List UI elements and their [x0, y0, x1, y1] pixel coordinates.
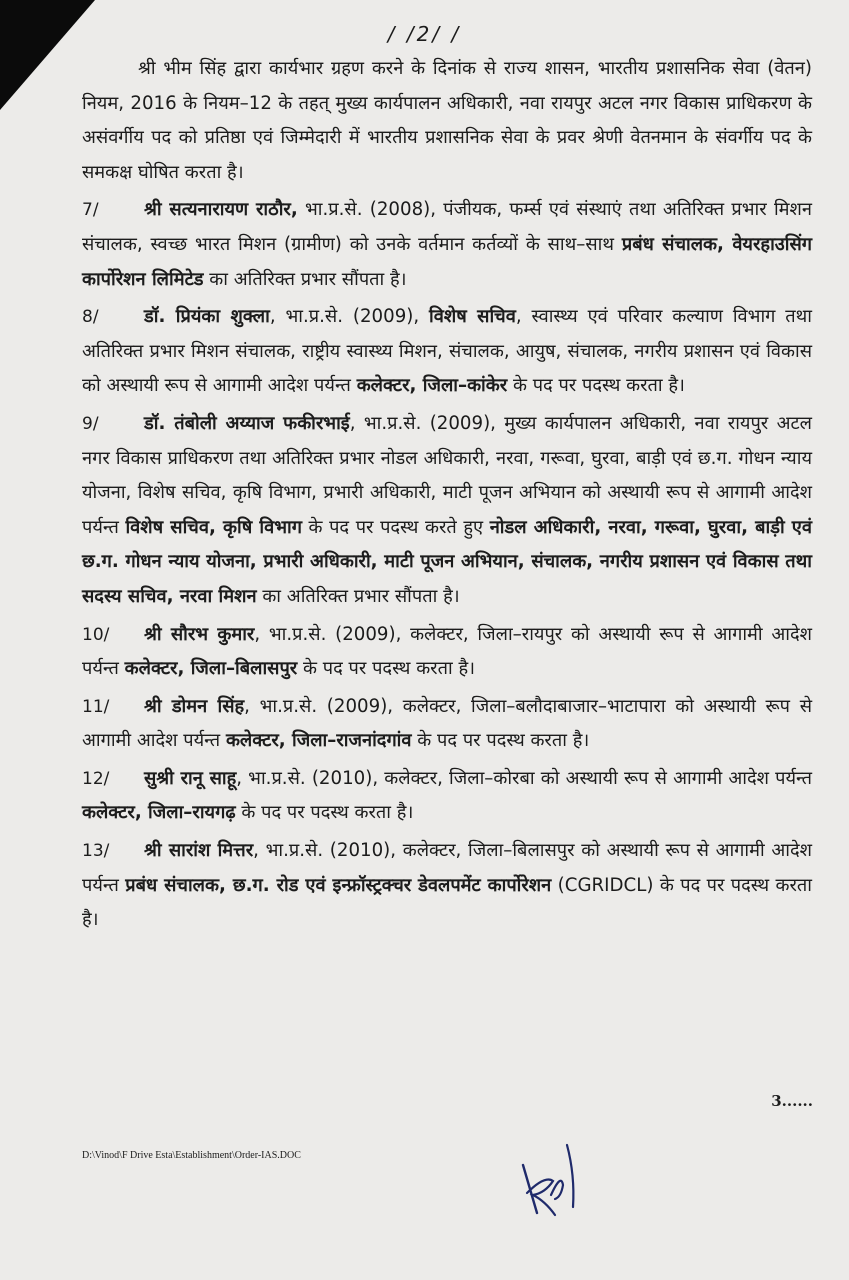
bold-text: कलेक्टर, जिला–रायगढ़ [82, 802, 236, 824]
paragraph-number: 12/ [82, 768, 110, 789]
text: भा.प्र.से. (2008), पंजीयक, फर्म्स एवं संस्थाएं तथा अतिरिक्त प्रभार मिशन संचालक, स्वच्छ भारत मिशन (ग्रामीण) को उनके वर्तमान कर्तव्यों के साथ–साथ [82, 199, 813, 255]
paragraph-number: 8/ [82, 307, 99, 328]
bold-text: कलेक्टर, जिला–कांकेर [356, 375, 508, 397]
bold-text: नोडल अधिकारी, नरवा, गरूवा, घुरवा, बाड़ी एवं छ.ग. गोधन न्याय योजना, प्रभारी अधिकारी, माटी पूजन अभियान, संचालक, नगरीय प्रशासन एवं विकास तथा सदस्य सचिव, नरवा मिशन [82, 516, 812, 607]
page-number: / /2/ / [387, 22, 462, 46]
text: , भा.प्र.से. (2009), मुख्य कार्यपालन अधिकारी, नवा रायपुर अटल नगर विकास प्राधिकरण तथा अतिरिक्त प्रभार नोडल अधिकारी, नरवा, गरूवा, घुरवा, बाड़ी एवं छ.ग. गोधन न्याय योजना, विशेष सचिव, कृषि विभाग, प्रभारी अधिकारी, माटी पूजन अभियान को अस्थायी रूप से आगामी आदेश पर्यन्त [82, 412, 812, 538]
bold-text: प्रबंध संचालक, छ.ग. रोड एवं इन्फ्रॉस्ट्रक्चर डेवलपमेंट कार्पोरेशन [125, 874, 552, 896]
bold-text: विशेष सचिव, कृषि विभाग [125, 516, 302, 538]
paragraph-number: 9/ [82, 413, 99, 434]
signature [515, 1135, 590, 1225]
text: का अतिरिक्त प्रभार सौंपता है। [256, 585, 460, 607]
order-paragraph [82, 52, 812, 190]
text: के पद पर पदस्थ करते हुए [301, 516, 490, 538]
bold-text: श्री डोमन सिंह [144, 695, 245, 717]
order-body [82, 52, 812, 941]
text: (CGRIDCL) के पद पर पदस्थ करता है। [82, 874, 812, 931]
file-path: D:\Vinod\F Drive Esta\Establishment\Order-IAS.DOC [82, 1150, 301, 1161]
bold-text: सुश्री रानू साहू [144, 767, 237, 789]
bold-text: कलेक्टर, जिला–बिलासपुर [124, 658, 298, 680]
order-paragraph [82, 762, 812, 831]
text: , भा.प्र.से. (2009), कलेक्टर, जिला–रायपुर को अस्थायी रूप से आगामी आदेश पर्यन्त [82, 623, 812, 680]
text: , भा.प्र.से. (2010), कलेक्टर, जिला–बिलासपुर को अस्थायी रूप से आगामी आदेश पर्यन्त [82, 840, 812, 896]
text: के पद पर पदस्थ करता है। [507, 375, 685, 397]
bold-text: श्री सौरभ कुमार [144, 623, 255, 645]
scan-corner-shadow [0, 0, 95, 110]
text: , भा.प्र.से. (2009), कलेक्टर, जिला–बलौदाबाजार–भाटापारा को अस्थायी रूप से आगामी आदेश पर्यन्त [82, 695, 812, 752]
order-paragraph [82, 618, 812, 687]
text: श्री भीम सिंह द्वारा कार्यभार ग्रहण करने के दिनांक से राज्य शासन, भारतीय प्रशासनिक सेवा (वेतन) नियम, 2016 के नियम–12 के तहत् मुख्य कार्यपालन अधिकारी, नवा रायपुर अटल नगर विकास प्राधिकरण के असंवर्गीय पद को प्रतिष्ठा एवं जिम्मेदारी में भारतीय प्रशासनिक सेवा के प्रवर श्रेणी वेतनमान के संवर्गीय पद के समकक्ष घोषित करता है। [82, 58, 812, 183]
order-paragraph [82, 690, 812, 759]
text: का अतिरिक्त प्रभार सौंपता है। [203, 268, 407, 290]
next-page-marker: 3...... [771, 1092, 813, 1110]
text: , भा.प्र.से. (2009), [269, 306, 430, 328]
bold-text: डॉ. प्रियंका शुक्ला [144, 306, 270, 328]
order-paragraph [82, 407, 812, 615]
text: के पद पर पदस्थ करता है। [411, 730, 590, 752]
order-paragraph [82, 193, 812, 297]
bold-text: विशेष सचिव [429, 306, 516, 328]
text: , भा.प्र.से. (2010), कलेक्टर, जिला–कोरबा को अस्थायी रूप से आगामी आदेश पर्यन्त [236, 767, 812, 789]
paragraph-number: 10/ [82, 624, 110, 645]
bold-text: श्री सत्यनारायण राठौर, [144, 199, 298, 221]
paragraph-number: 13/ [82, 841, 110, 862]
bold-text: डॉ. तंबोली अय्याज फकीरभाई [144, 412, 350, 434]
paragraph-number: 11/ [82, 696, 110, 717]
text: , स्वास्थ्य एवं परिवार कल्याण विभाग तथा अतिरिक्त प्रभार मिशन संचालक, राष्ट्रीय स्वास्थ्य मिशन, संचालक, आयुष, संचालक, नगरीय प्रशासन एवं विकास को अस्थायी रूप से आगामी आदेश पर्यन्त [82, 306, 812, 397]
order-paragraph [82, 300, 812, 404]
order-paragraph [82, 834, 812, 938]
text: के पद पर पदस्थ करता है। [235, 802, 414, 824]
paragraph-number: 7/ [82, 200, 99, 221]
bold-text: कलेक्टर, जिला–राजनांदगांव [225, 730, 412, 752]
text: के पद पर पदस्थ करता है। [297, 658, 476, 680]
bold-text: प्रबंध संचालक, वेयरहाउसिंग कार्पोरेशन लिमिटेड [82, 233, 813, 290]
bold-text: श्री सारांश मित्तर [144, 840, 254, 862]
